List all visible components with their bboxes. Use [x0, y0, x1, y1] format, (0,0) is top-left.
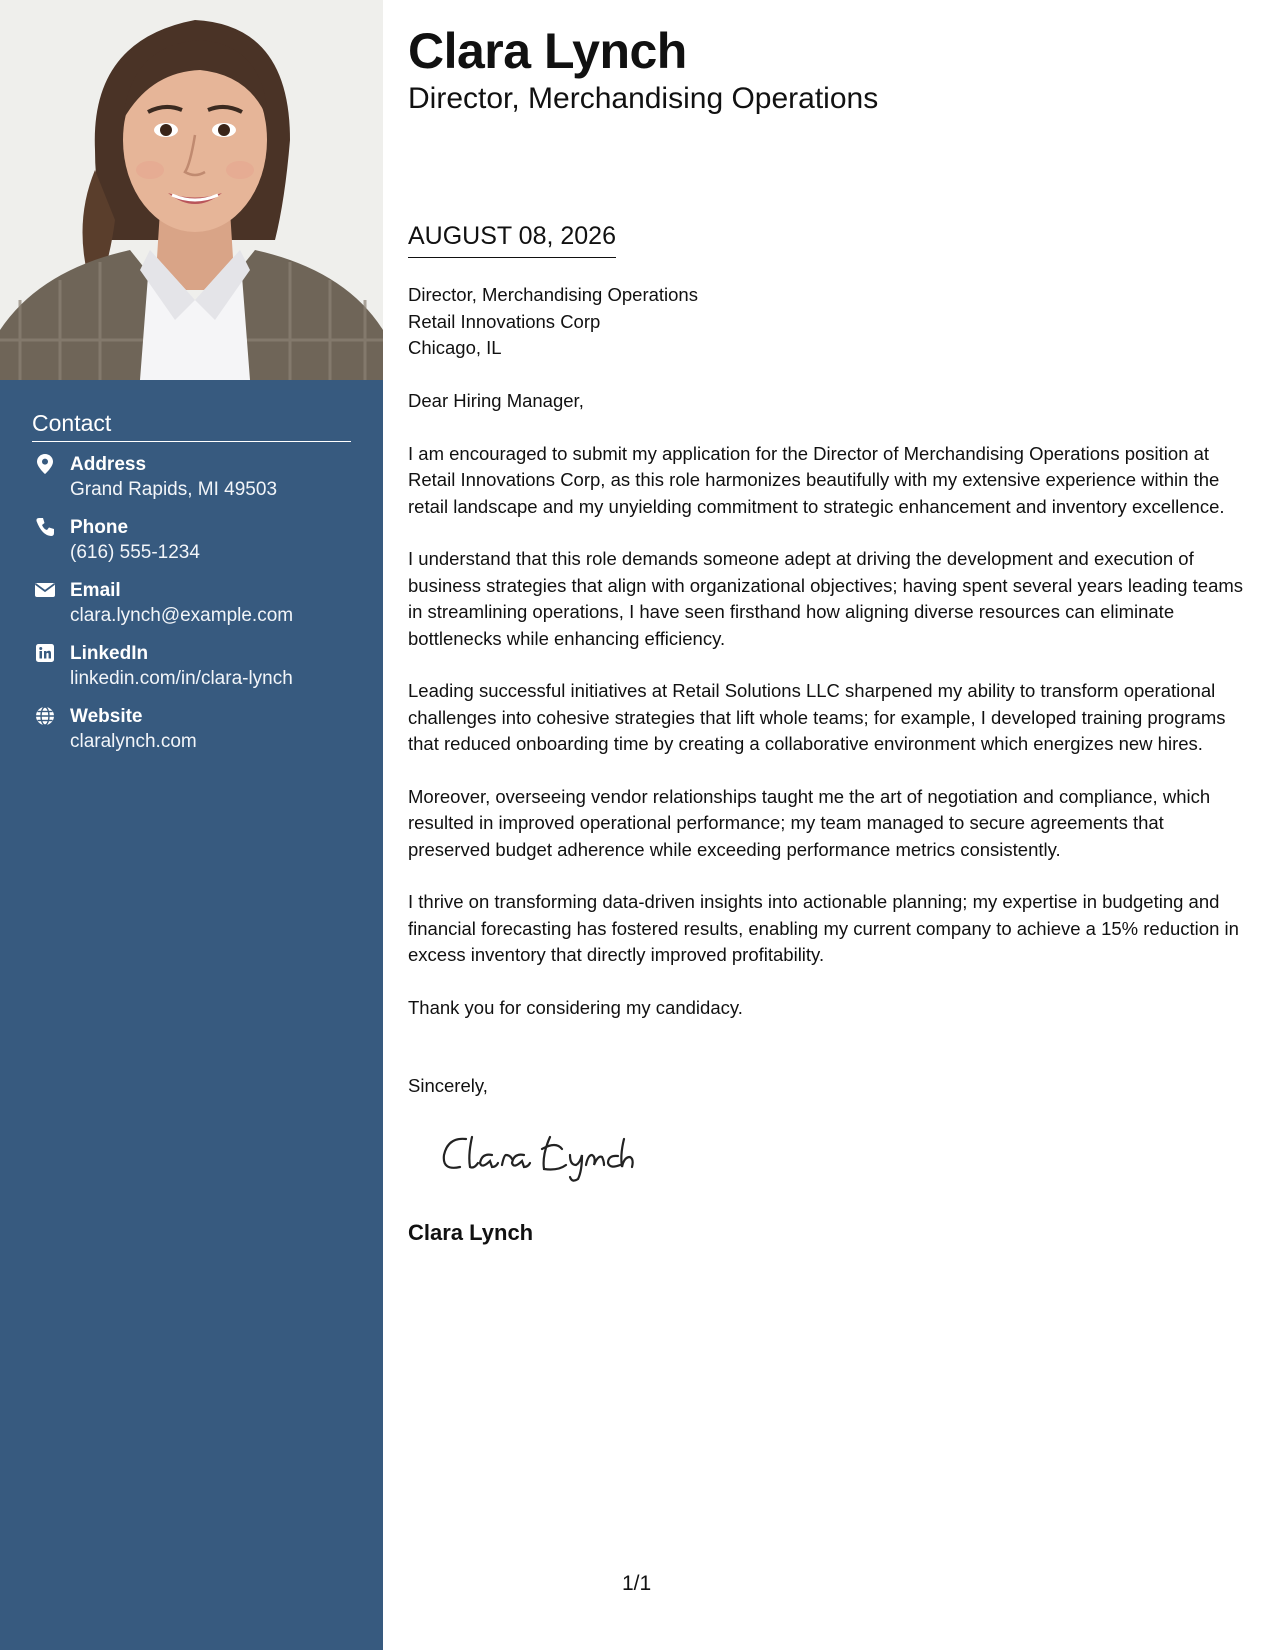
- address-label: Address: [70, 454, 147, 475]
- paragraph: Moreover, overseeing vendor relationships taught me the art of negotiation and compliance, which resulted in improved operational performance; my team managed to secure agreements that preserved budget adherence while exceeding performance metrics consistently.: [408, 785, 1211, 860]
- globe-icon: [34, 705, 56, 727]
- website-label: Website: [70, 706, 143, 727]
- recipient-company: Retail Innovations Corp: [408, 310, 601, 332]
- letter-date: AUGUST 08, 2026: [408, 222, 616, 258]
- closing-line: Thank you for considering my candidacy.: [408, 996, 743, 1018]
- phone-label: Phone: [70, 517, 129, 538]
- contact-address: [32, 452, 351, 515]
- signer-name: Clara Lynch: [408, 1220, 534, 1245]
- paragraph: I understand that this role demands someone adept at driving the development and execution of business strategies that align with organizational objectives; having spent several years leading teams in streamlining operations, I have seen firsthand how aligning diverse resources can eliminate bottlenecks while enhancing efficiency.: [408, 548, 1244, 649]
- handwritten-signature: [438, 1125, 638, 1190]
- recipient-location: Chicago, IL: [408, 337, 502, 358]
- email-label: Email: [70, 580, 121, 601]
- recipient-block: [408, 282, 698, 362]
- location-pin-icon: [34, 453, 56, 475]
- linkedin-label: LinkedIn: [70, 643, 149, 664]
- applicant-role: Director, Merchandising Operations: [408, 82, 879, 115]
- letter-body: [408, 388, 1248, 1047]
- envelope-icon: [34, 579, 56, 601]
- paragraph: I thrive on transforming data-driven insights into actionable planning; my expertise in budgeting and financial forecasting has fostered results, enabling my current company to achieve a 15% reduction in excess inventory that directly improved profitability.: [408, 891, 1239, 965]
- email-value[interactable]: clara.lynch@example.com: [70, 605, 294, 626]
- paragraph: I am encouraged to submit my application for the Director of Merchandising Operations position at Retail Innovations Corp, as this role harmonizes beautifully with my extensive experience within the retail landscape and my unyielding commitment to strategic enhancement and inventory excellence.: [408, 442, 1225, 517]
- contact-phone: [32, 515, 351, 578]
- contact-heading: Contact: [32, 410, 351, 442]
- recipient-title: Director, Merchandising Operations: [408, 284, 698, 305]
- phone-value[interactable]: (616) 555-1234: [70, 542, 200, 563]
- profile-photo: [0, 0, 383, 380]
- contact-section: [32, 410, 351, 767]
- address-value: Grand Rapids, MI 49503: [70, 479, 278, 500]
- phone-icon: [34, 516, 56, 538]
- website-value[interactable]: claralynch.com: [70, 731, 197, 752]
- sign-off: Sincerely,: [408, 1075, 488, 1096]
- contact-email: [32, 578, 351, 641]
- linkedin-icon: [34, 642, 56, 664]
- greeting: Dear Hiring Manager,: [408, 390, 584, 411]
- page-number: 1/1: [622, 1572, 652, 1595]
- contact-linkedin: [32, 641, 351, 704]
- sidebar: [0, 0, 383, 1650]
- linkedin-value[interactable]: linkedin.com/in/clara-lynch: [70, 668, 293, 689]
- contact-website: [32, 704, 351, 767]
- applicant-name: Clara Lynch: [408, 23, 687, 79]
- paragraph: Leading successful initiatives at Retail Solutions LLC sharpened my ability to transform operational challenges into cohesive strategies that lift whole teams; for example, I developed training programs that reduced onboarding time by creating a collaborative environment which energizes new hires.: [408, 680, 1226, 754]
